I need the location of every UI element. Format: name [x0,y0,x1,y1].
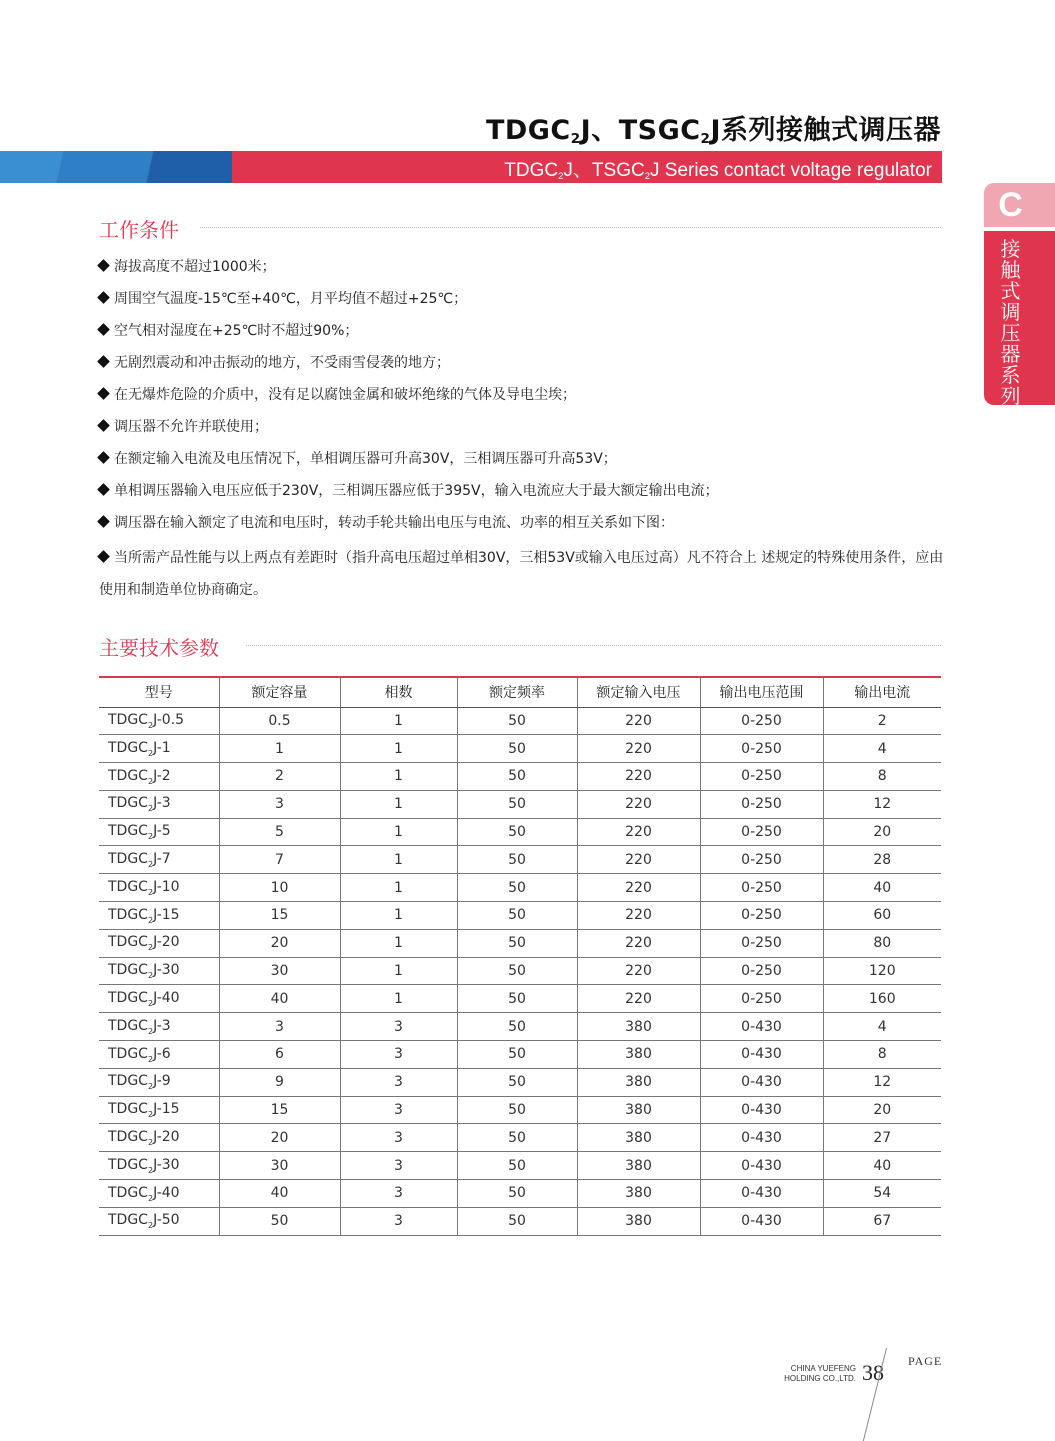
specs-divider [246,645,941,646]
table-cell: 120 [823,957,941,985]
table-cell: 0-430 [700,1180,823,1208]
table-cell: 30 [219,957,340,985]
model-cell: $TDGC_2J-15$ [99,902,219,930]
table-row [99,985,941,1013]
table-header-row [99,677,941,707]
table-cell: 3 [340,1041,457,1069]
table-row [99,846,941,874]
table-cell: 50 [457,874,577,902]
list-item [99,382,944,414]
table-cell: 380 [577,1013,700,1041]
table-cell: 0-430 [700,1124,823,1152]
bullet-diamond-icon [97,291,110,304]
page-subtitle: $TDGC_2J$、$TSGC_2J$ Series contact voltage regulator [504,160,932,182]
table-cell: 1 [340,902,457,930]
table-cell: 50 [457,1068,577,1096]
table-cell: 1 [340,818,457,846]
table-cell: 67 [823,1207,941,1235]
conditions-title: 工作条件 [99,218,179,242]
table-row [99,1124,941,1152]
table-cell: 1 [340,763,457,791]
table-cell: 12 [823,1068,941,1096]
list-item-text: 无剧烈震动和冲击振动的地方，不受雨雪侵袭的地方； [114,355,450,371]
table-cell: 50 [457,957,577,985]
table-row [99,1068,941,1096]
table-cell: 1 [340,707,457,735]
list-item-text: 调压器不允许并联使用； [114,419,268,435]
model-cell: $TDGC_2J-50$ [99,1207,219,1235]
table-header-cell: 额定输入电压 [577,677,700,707]
table-header-cell: 输出电压范围 [700,677,823,707]
bullet-diamond-icon [97,259,110,272]
table-cell: 3 [340,1207,457,1235]
list-item-text: 在无爆炸危险的介质中，没有足以腐蚀金属和破坏绝缘的气体及导电尘埃； [114,387,576,403]
list-item-text: 单相调压器输入电压应低于230V，三相调压器应低于395V，输入电流应大于最大额定输出电流； [114,483,719,499]
list-item [99,350,944,382]
table-cell: 1 [340,874,457,902]
table-cell: 0-430 [700,1068,823,1096]
table-row [99,1013,941,1041]
table-cell: 220 [577,818,700,846]
model-cell: $TDGC_2J-20$ [99,1124,219,1152]
side-tab-char: 式 [1000,279,1021,303]
table-cell: 50 [457,790,577,818]
list-item [99,446,944,478]
table-cell: 8 [823,1041,941,1069]
table-row [99,735,941,763]
table-cell: 220 [577,874,700,902]
table-cell: 20 [219,1124,340,1152]
table-cell: 50 [457,818,577,846]
table-cell: 4 [823,1013,941,1041]
page-number: 38 [862,1360,884,1385]
table-row [99,818,941,846]
table-cell: 8 [823,763,941,791]
table-cell: 6 [219,1041,340,1069]
table-cell: 3 [340,1068,457,1096]
table-row [99,707,941,735]
table-cell: 50 [457,763,577,791]
table-cell: 0-250 [700,846,823,874]
table-cell: 80 [823,929,941,957]
list-item-text: 调压器在输入额定了电流和电压时，转动手轮共输出电压与电流、功率的相互关系如下图： [114,515,674,531]
table-cell: 380 [577,1152,700,1180]
table-cell: 0-250 [700,763,823,791]
model-cell: $TDGC_2J-3$ [99,790,219,818]
table-cell: 50 [457,846,577,874]
table-cell: 0-250 [700,929,823,957]
model-cell: $TDGC_2J-6$ [99,1041,219,1069]
table-cell: 50 [457,1180,577,1208]
list-item-text: 空气相对湿度在+25℃时不超过90%； [114,323,359,339]
table-cell: 12 [823,790,941,818]
table-cell: 0-250 [700,902,823,930]
table-row [99,790,941,818]
table-cell: 50 [457,902,577,930]
list-item-text: 在额定输入电流及电压情况下，单相调压器可升高30V，三相调压器可升高53V； [114,451,617,467]
list-item [99,254,944,286]
table-cell: 3 [340,1152,457,1180]
footer-company [768,1364,856,1384]
table-cell: 380 [577,1096,700,1124]
side-tab-char: 触 [1000,258,1021,282]
model-cell: $TDGC_2J-1$ [99,735,219,763]
table-cell: 1 [340,735,457,763]
page-label: PAGE [908,1354,943,1368]
table-cell: 0-250 [700,790,823,818]
model-cell: $TDGC_2J-30$ [99,1152,219,1180]
table-row [99,1041,941,1069]
table-cell: 0-430 [700,1041,823,1069]
table-cell: 3 [219,1013,340,1041]
bullet-diamond-icon [97,483,110,496]
table-cell: 220 [577,735,700,763]
table-cell: 40 [219,1180,340,1208]
bullet-diamond-icon [97,550,110,563]
table-cell: 54 [823,1180,941,1208]
table-cell: 50 [457,1013,577,1041]
side-tab-char: 调 [1000,300,1021,324]
table-cell: 0-430 [700,1013,823,1041]
list-item [99,478,944,510]
table-cell: 3 [219,790,340,818]
bullet-diamond-icon [97,419,110,432]
table-header-cell: 额定容量 [219,677,340,707]
model-cell: $TDGC_2J-20$ [99,929,219,957]
table-row [99,902,941,930]
table-cell: 20 [823,1096,941,1124]
table-cell: 2 [219,763,340,791]
list-item-text: 周围空气温度-15℃至+40℃，月平均值不超过+25℃； [114,291,468,307]
table-cell: 7 [219,846,340,874]
model-cell: $TDGC_2J-9$ [99,1068,219,1096]
side-tab-char: 压 [1000,321,1021,345]
table-cell: 50 [457,735,577,763]
table-cell: 220 [577,790,700,818]
list-item [99,414,944,446]
table-header-cell: 额定频率 [457,677,577,707]
table-row [99,763,941,791]
table-cell: 40 [823,874,941,902]
table-cell: 50 [457,1152,577,1180]
table-row [99,1207,941,1235]
company-name-line2: HOLDING CO.,LTD. [784,1374,856,1383]
list-item [99,318,944,350]
side-tab-char: 器 [1000,342,1021,366]
table-cell: 50 [457,985,577,1013]
table-cell: 0-430 [700,1152,823,1180]
table-cell: 220 [577,707,700,735]
table-cell: 220 [577,763,700,791]
model-cell: $TDGC_2J-0.5$ [99,707,219,735]
table-cell: 220 [577,929,700,957]
table-cell: 0-250 [700,735,823,763]
table-row [99,1180,941,1208]
section-side-tab [984,183,1055,408]
table-cell: 50 [457,1124,577,1152]
table-cell: 40 [823,1152,941,1180]
model-cell: $TDGC_2J-5$ [99,818,219,846]
table-cell: 1 [340,929,457,957]
table-cell: 5 [219,818,340,846]
list-item [99,286,944,318]
table-cell: 3 [340,1124,457,1152]
table-cell: 2 [823,707,941,735]
table-header-cell: 输出电流 [823,677,941,707]
table-cell: 3 [340,1180,457,1208]
bullet-diamond-icon [97,355,110,368]
table-cell: 380 [577,1207,700,1235]
model-cell: $TDGC_2J-3$ [99,1013,219,1041]
table-cell: 50 [457,1041,577,1069]
table-cell: 0.5 [219,707,340,735]
table-cell: 20 [219,929,340,957]
table-cell: 220 [577,846,700,874]
table-cell: 28 [823,846,941,874]
table-header-cell: 型号 [99,677,219,707]
specs-title: 主要技术参数 [99,636,219,660]
table-cell: 50 [219,1207,340,1235]
table-cell: 15 [219,902,340,930]
table-cell: 380 [577,1124,700,1152]
table-cell: 4 [823,735,941,763]
table-row [99,1152,941,1180]
side-tab-char: 列 [1000,384,1021,408]
list-item-text: 当所需产品性能与以上两点有差距时（指升高电压超过单相30V，三相53V或输入电压过高）凡不符合上 述规定的特殊使用条件，应由使用和制造单位协商确定。 [99,550,944,598]
conditions-list [99,254,944,606]
side-tab-letter: C [984,183,1055,227]
header-band [0,151,942,183]
table-cell: 380 [577,1180,700,1208]
table-cell: 40 [219,985,340,1013]
table-header-cell: 相数 [340,677,457,707]
model-cell: $TDGC_2J-40$ [99,1180,219,1208]
table-cell: 50 [457,707,577,735]
model-cell: $TDGC_2J-7$ [99,846,219,874]
table-row [99,874,941,902]
bullet-diamond-icon [97,451,110,464]
table-cell: 50 [457,929,577,957]
table-cell: 0-430 [700,1096,823,1124]
model-cell: $TDGC_2J-30$ [99,957,219,985]
bullet-diamond-icon [97,323,110,336]
table-cell: 160 [823,985,941,1013]
table-cell: 220 [577,957,700,985]
table-cell: 60 [823,902,941,930]
specs-table [99,676,941,1236]
list-item [99,510,944,542]
header-band-red [232,151,942,183]
model-cell: $TDGC_2J-40$ [99,985,219,1013]
list-item [99,542,944,606]
table-cell: 220 [577,985,700,1013]
conditions-divider [200,227,941,228]
table-cell: 380 [577,1041,700,1069]
table-cell: 1 [340,957,457,985]
model-cell: $TDGC_2J-10$ [99,874,219,902]
table-cell: 3 [340,1096,457,1124]
table-cell: 50 [457,1096,577,1124]
table-cell: 27 [823,1124,941,1152]
table-cell: 0-250 [700,874,823,902]
table-cell: 15 [219,1096,340,1124]
table-row [99,1096,941,1124]
table-cell: 1 [340,846,457,874]
table-cell: 0-430 [700,1207,823,1235]
table-cell: 20 [823,818,941,846]
table-cell: 0-250 [700,818,823,846]
table-cell: 0-250 [700,985,823,1013]
table-cell: 9 [219,1068,340,1096]
table-cell: 1 [219,735,340,763]
bullet-diamond-icon [97,387,110,400]
model-cell: $TDGC_2J-2$ [99,763,219,791]
table-cell: 1 [340,790,457,818]
table-cell: 0-250 [700,707,823,735]
side-tab-char: 系 [1000,363,1021,387]
bullet-diamond-icon [97,515,110,528]
table-cell: 3 [340,1013,457,1041]
list-item-text: 海拔高度不超过1000米； [114,259,276,275]
table-cell: 380 [577,1068,700,1096]
table-row [99,929,941,957]
side-tab-label [984,231,1055,408]
table-cell: 1 [340,985,457,1013]
table-cell: 0-250 [700,957,823,985]
side-tab-char: 接 [1000,237,1021,261]
model-cell: $TDGC_2J-15$ [99,1096,219,1124]
page-title: $TDGC_2J$、$TSGC_2J$系列接触式调压器 [485,115,941,148]
table-cell: 220 [577,902,700,930]
table-cell: 10 [219,874,340,902]
table-cell: 50 [457,1207,577,1235]
table-row [99,957,941,985]
company-name-line1: CHINA YUEFENG [790,1364,856,1373]
header-band-blue [0,151,232,183]
table-cell: 30 [219,1152,340,1180]
